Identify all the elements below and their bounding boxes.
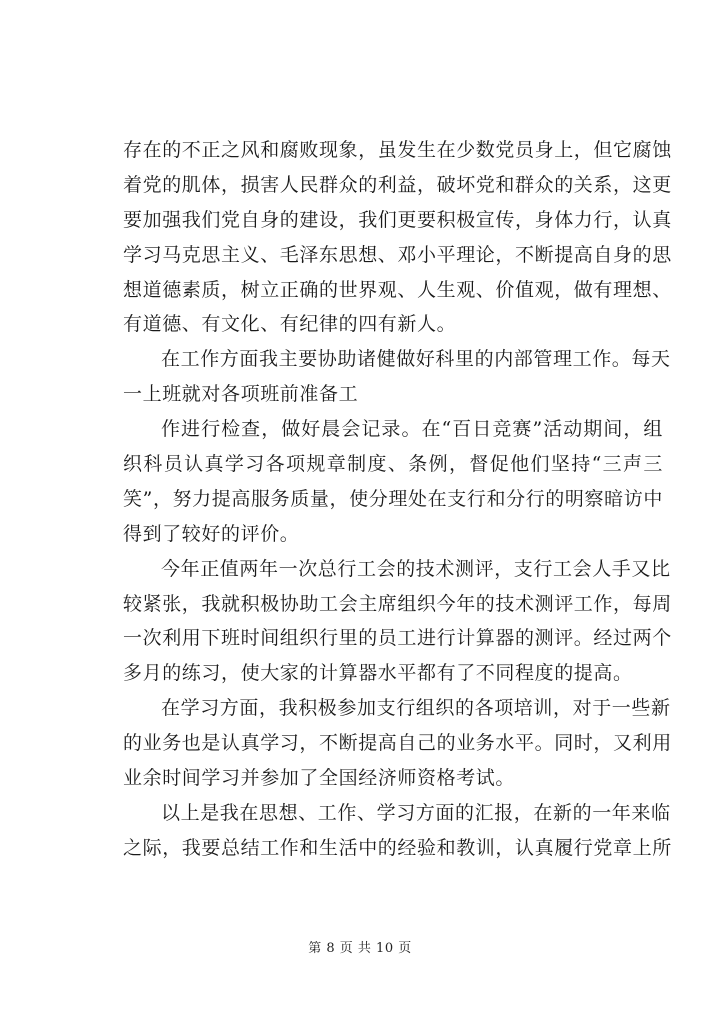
text-line: 在学习方面，我积极参加支行组织的各项培训，对于一些新 [161, 697, 671, 720]
text-line: 之际，我要总结工作和生活中的经验和教训，认真履行党章上所 [123, 836, 672, 859]
text-line: 一上班就对各项班前准备工 [123, 383, 359, 406]
text-line: 要加强我们党自身的建设，我们更要积极宣传，身体力行，认真 [123, 208, 672, 231]
text-line: 有道德、有文化、有纪律的四有新人。 [123, 313, 457, 336]
text-line: 一次利用下班时间组织行里的员工进行计算器的测评。经过两个 [123, 627, 672, 650]
text-line: 存在的不正之风和腐败现象，虽发生在少数党员身上，但它腐蚀 [123, 139, 672, 161]
text-line: 着党的肌体，损害人民群众的利益，破坏党和群众的关系，这更 [123, 173, 672, 196]
page-footer: 第 8 页 共 10 页 [308, 941, 412, 956]
text-line: 笑”，努力提高服务质量，使分理处在支行和分行的明察暗访中 [123, 487, 663, 510]
document-body [123, 133, 672, 866]
text-line: 学习马克思主义、毛泽东思想、邓小平理论，不断提高自身的思 [123, 243, 672, 266]
text-line: 的业务也是认真学习，不断提高自己的业务水平。同时，又利用 [123, 732, 672, 755]
text-line: 得到了较好的评价。 [123, 522, 300, 545]
text-line: 较紧张，我就积极协助工会主席组织今年的技术测评工作，每周 [123, 592, 672, 615]
text-line: 今年正值两年一次总行工会的技术测评，支行工会人手又比 [161, 557, 671, 580]
text-line: 在工作方面我主要协助诸健做好科里的内部管理工作。每天 [161, 348, 671, 371]
text-line: 想道德素质，树立正确的世界观、人生观、价值观，做有理想、 [123, 278, 672, 301]
text-line: 作进行检查，做好晨会记录。在“百日竞赛”活动期间，组 [161, 418, 663, 441]
text-line: 多月的练习，使大家的计算器水平都有了不同程度的提高。 [123, 662, 633, 685]
text-line: 业余时间学习并参加了全国经济师资格考试。 [123, 767, 516, 790]
text-line: 以上是我在思想、工作、学习方面的汇报，在新的一年来临 [161, 801, 671, 824]
text-line: 织科员认真学习各项规章制度、条例，督促他们坚持“三声三 [123, 453, 663, 476]
